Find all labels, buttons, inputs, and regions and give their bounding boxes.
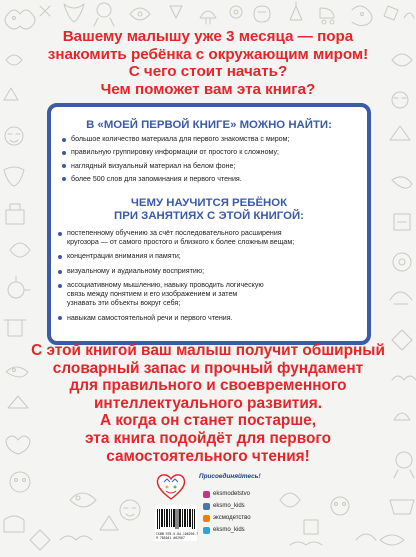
list-item-text: наглядный визуальный материал на белом фоне; bbox=[71, 161, 236, 170]
list-item bbox=[55, 281, 361, 308]
bullet-icon bbox=[62, 177, 66, 181]
list-item-line: узнавать эти объекты вокруг себя; bbox=[67, 299, 181, 308]
intro-line: знакомить ребёнка с окружающим миром! bbox=[47, 45, 369, 63]
social-handle: eksmo_kids bbox=[213, 503, 245, 509]
list-item-text: большое количество материала для первого знакомства с миром; bbox=[71, 135, 290, 143]
outro-line: для правильного и своевременного bbox=[69, 377, 347, 395]
isbn-text bbox=[156, 532, 198, 540]
footer-block bbox=[155, 470, 269, 542]
list-item-line: ассоциативному мышлению, навыку проводить логическую bbox=[67, 281, 264, 290]
list-item-line: визуальному и аудиальному восприятию; bbox=[67, 266, 205, 275]
list-item bbox=[59, 175, 359, 184]
isbn-line: ISBN 978-5-04-106296-7 bbox=[156, 532, 199, 536]
find-list bbox=[59, 135, 359, 188]
bullet-icon bbox=[62, 151, 66, 155]
list-item-line: навыкам самостоятельной речи и первого чтения. bbox=[67, 313, 233, 322]
outro-line: словарный запас и прочный фундамент bbox=[52, 359, 364, 377]
list-item-text: более 500 слов для запоминания и первого чтения. bbox=[71, 174, 242, 183]
intro-line: Чем поможет вам эта книга? bbox=[100, 80, 316, 98]
outro-line: С этой книгой ваш малыш получит обширный bbox=[31, 342, 385, 359]
learn-heading bbox=[71, 197, 347, 223]
list-item-line: концентрации внимания и памяти; bbox=[67, 252, 181, 261]
barcode-icon bbox=[157, 507, 195, 531]
list-item-line: кругозора — от самого простого и близкого к более сложным вещам; bbox=[67, 237, 295, 246]
list-item bbox=[55, 252, 361, 261]
outro-line: интеллектуального развития. bbox=[93, 394, 323, 412]
outro-line: самостоятельного чтения! bbox=[106, 447, 310, 465]
bullet-icon bbox=[62, 138, 66, 142]
list-item bbox=[55, 267, 361, 276]
bullet-icon bbox=[58, 255, 62, 259]
social-handle: eksmo_kids bbox=[213, 527, 245, 533]
find-heading: В «МОЕЙ ПЕРВОЙ КНИГЕ» МОЖНО НАЙТИ: bbox=[86, 119, 332, 131]
list-item-line: постепенному обучению за счёт последовательного расширения bbox=[67, 229, 282, 237]
intro-line: Вашему малышу уже 3 месяца — пора bbox=[62, 28, 354, 45]
bullet-icon bbox=[58, 316, 62, 320]
publisher-heart-logo-icon bbox=[155, 470, 187, 502]
learn-list bbox=[55, 229, 361, 328]
list-item bbox=[59, 148, 359, 157]
list-item bbox=[59, 162, 359, 171]
instagram-icon bbox=[203, 491, 210, 498]
list-item-text: правильную группировку информации от простого к сложному; bbox=[71, 148, 279, 157]
bullet-icon bbox=[58, 232, 62, 236]
bullet-icon bbox=[62, 164, 66, 168]
info-card bbox=[47, 103, 371, 345]
social-handle: eksmodetstvo bbox=[213, 491, 251, 497]
learn-heading-line: ПРИ ЗАНЯТИЯХ С ЭТОЙ КНИГОЙ: bbox=[114, 210, 304, 222]
social-handle: эксмодетство bbox=[213, 515, 251, 521]
list-item-line: связь между понятием и его изображением и затем bbox=[67, 290, 238, 299]
intro-line: С чего стоит начать? bbox=[128, 63, 288, 80]
learn-heading-line: ЧЕМУ НАУЧИТСЯ РЕБЁНОК bbox=[130, 197, 288, 209]
outro-line: А когда он станет постарше, bbox=[99, 412, 317, 430]
bullet-icon bbox=[58, 284, 62, 288]
join-label: Присоединяйтесь! bbox=[199, 473, 261, 480]
barcode-digits: 9 785041 062967 bbox=[156, 536, 185, 540]
intro-text bbox=[30, 28, 386, 98]
ok-icon bbox=[203, 515, 210, 522]
vk-icon bbox=[203, 503, 210, 510]
bullet-icon bbox=[58, 270, 62, 274]
list-item bbox=[59, 135, 359, 144]
list-item bbox=[55, 314, 361, 323]
outro-line: эта книга подойдёт для первого bbox=[85, 429, 331, 447]
outro-text bbox=[20, 342, 396, 465]
barcode-box bbox=[155, 505, 197, 541]
telegram-icon bbox=[203, 527, 210, 534]
list-item bbox=[55, 229, 361, 247]
